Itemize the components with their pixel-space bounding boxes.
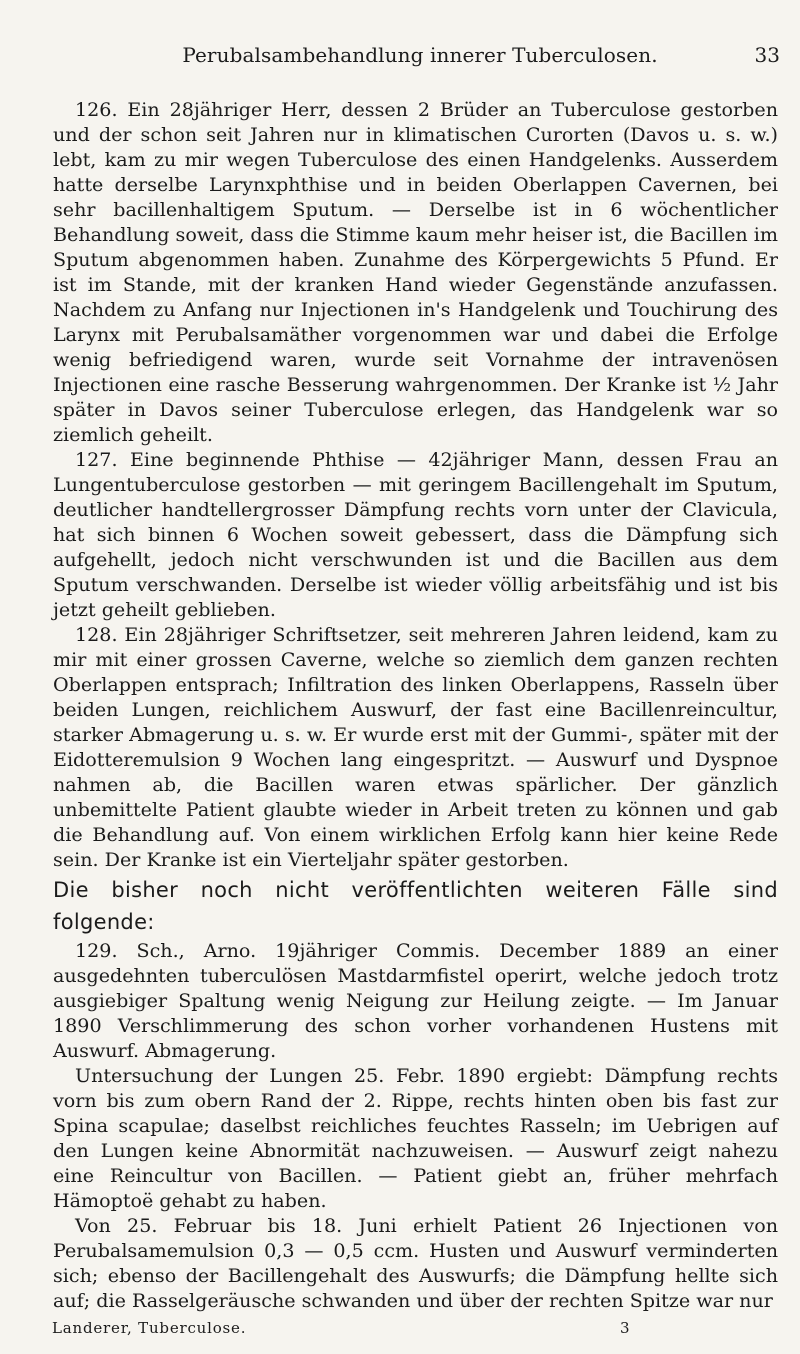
running-title: Perubalsambehandlung innerer Tuberculosen. <box>182 43 658 67</box>
lung-examination-paragraph: Untersuchung der Lungen 25. Febr. 1890 ergiebt: Dämpfung rechts vorn bis zum obern Rand der 2. Rippe, rechts hinten oben bis fast zur Spina scapulae; daselbst reichliches feuchtes Rasseln; im Uebrigen auf den Lungen keine Abnormität nachzuweisen. — Auswurf zeigt nahezu eine Reincultur von Bacillen. — Patient giebt an, früher mehrfach Hämoptoë gehabt zu haben. <box>53 1064 778 1212</box>
case-126-paragraph: 126. Ein 28jähriger Herr, dessen 2 Brüder an Tuberculose gestorben und der schon seit Jahren nur in klimatischen Curorten (Davos u. s. w.) lebt, kam zu mir wegen Tuberculose des einen Handgelenks. Ausserdem hatte derselbe Larynxphthise und in beiden Oberlappen Cavernen, bei sehr bacillenhaltigem Sputum. — Derselbe ist in 6 wöchentlicher Behandlung soweit, dass die Stimme kaum mehr heiser ist, die Bacillen im Sputum abgenommen haben. Zunahme des Körpergewichts 5 Pfund. Er ist im Stande, mit der kranken Hand wieder Gegenstände anzufassen. Nachdem zu Anfang nur Injectionen in's Handgelenk und Touchirung des Larynx mit Perubalsamäther vorgenommen war und dabei die Erfolge wenig befriedigend waren, wurde seit Vornahme der intravenösen Injectionen eine rasche Besserung wahrgenommen. Der Kranke ist ½ Jahr später in Davos seiner Tuberculose erlegen, das Handgelenk war so ziemlich geheilt. <box>53 98 778 446</box>
case-129-paragraph: 129. Sch., Arno. 19jähriger Commis. December 1889 an einer ausgedehnten tuberculösen Mastdarmfistel operirt, welche jedoch trotz ausgiebiger Spaltung wenig Neigung zur Heilung zeigte. — Im Januar 1890 Verschlimmerung des schon vorher vorhandenen Hustens mit Auswurf. Abmagerung. <box>53 939 778 1062</box>
section-heading: Die bisher noch nicht veröffentlichten weiteren Fälle sind folgende: <box>53 878 778 934</box>
page-footer <box>52 1318 652 1340</box>
case-127-paragraph: 127. Eine beginnende Phthise — 42jähriger Mann, dessen Frau an Lungentuberculose gestorben — mit geringem Bacillengehalt im Sputum, deutlicher handtellergrosser Dämpfung rechts vorn unter der Clavicula, hat sich binnen 6 Wochen soweit gebessert, dass die Dämpfung sich aufgehellt, jedoch nicht verschwunden ist und die Bacillen aus dem Sputum verschwanden. Derselbe ist wieder völlig arbeitsfähig und ist bis jetzt geheilt geblieben. <box>53 448 778 621</box>
page-body <box>53 97 778 1313</box>
case-128-paragraph: 128. Ein 28jähriger Schriftsetzer, seit mehreren Jahren leidend, kam zu mir mit einer grossen Caverne, welche so ziemlich dem ganzen rechten Oberlappen entsprach; Infiltration des linken Oberlappens, Rasseln über beiden Lungen, reichlichem Auswurf, der fast eine Bacillenreincultur, starker Abmagerung u. s. w. Er wurde erst mit der Gummi-, später mit der Eidotteremulsion 9 Wochen lang eingespritzt. — Auswurf und Dyspnoe nahmen ab, die Bacillen waren etwas spärlicher. Der gänzlich unbemittelte Patient glaubte wieder in Arbeit treten zu können und gab die Behandlung auf. Von einem wirklichen Erfolg kann hier keine Rede sein. Der Kranke ist ein Vierteljahr später gestorben. <box>53 623 778 871</box>
page-number: 33 <box>754 43 780 67</box>
sheet-number: 3 <box>620 1319 630 1337</box>
signature-mark: Landerer, Tuberculose. <box>52 1319 247 1337</box>
treatment-paragraph: Von 25. Februar bis 18. Juni erhielt Patient 26 Injectionen von Perubalsamemulsion 0,3 — 0,5 ccm. Husten und Auswurf verminderten sich; ebenso der Bacillengehalt des Auswurfs; die Dämpfung hellte sich auf; die Rasselgeräusche schwanden und über der rechten Spitze war nur <box>53 1214 778 1312</box>
running-head <box>60 42 780 72</box>
